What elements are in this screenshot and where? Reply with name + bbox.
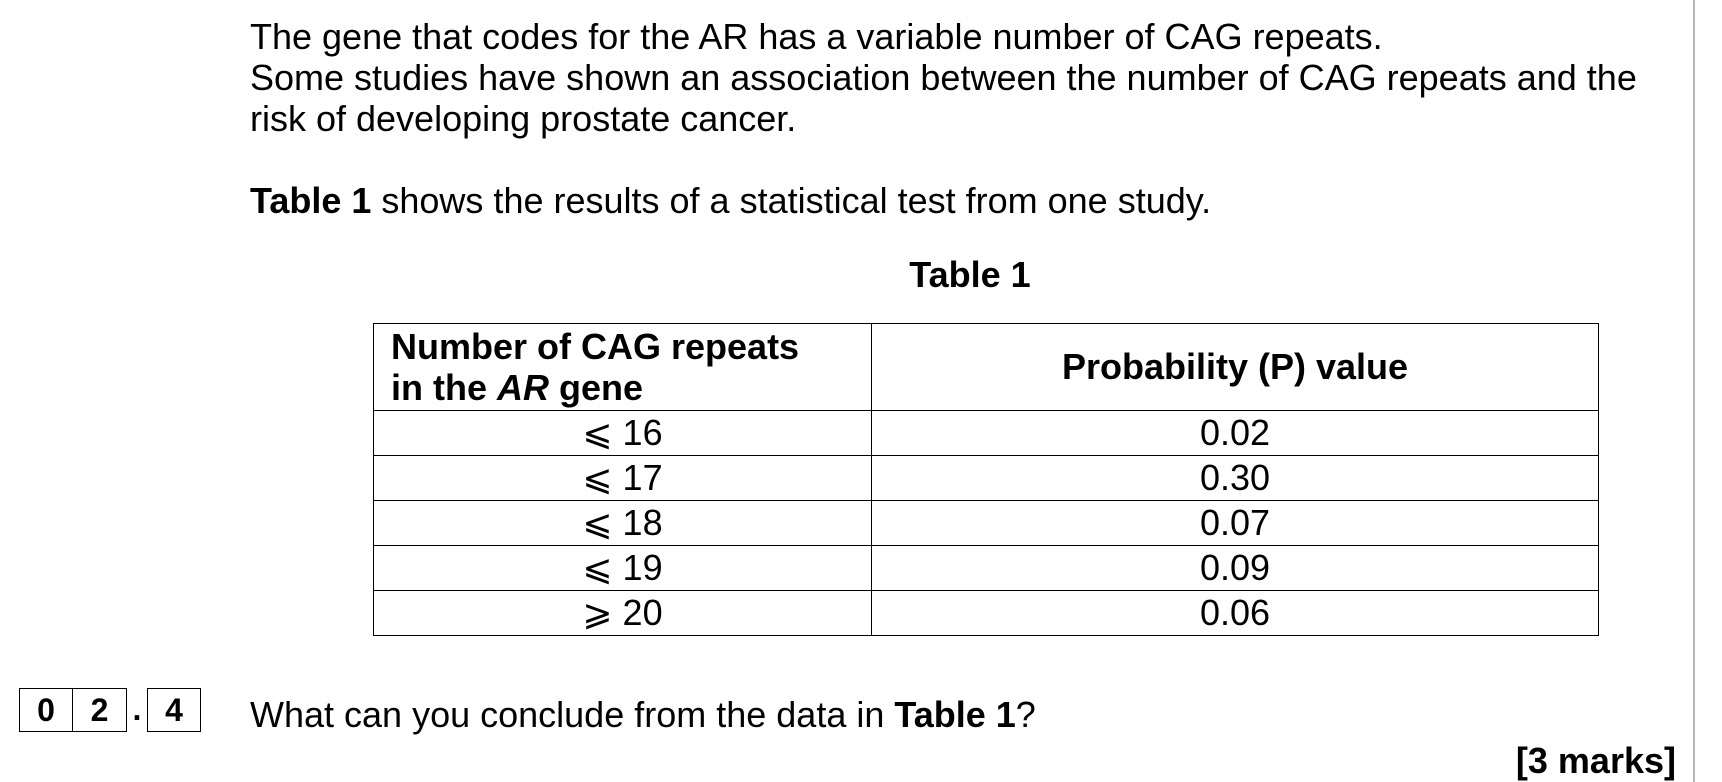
cell-repeats: ⩽ 19 xyxy=(374,546,872,591)
cell-p-value: 0.06 xyxy=(872,591,1599,636)
header-cag-part1: Number of CAG repeats xyxy=(391,326,800,367)
cell-p-value: 0.09 xyxy=(872,546,1599,591)
intro-line-2: Some studies have shown an association between the number of CAG repeats and the risk of developing prostate cancer. xyxy=(250,57,1637,139)
table-row xyxy=(374,456,1599,501)
table-reference-sentence xyxy=(250,180,1211,221)
header-cag-part3: gene xyxy=(549,367,644,408)
intro-paragraph xyxy=(250,16,1670,139)
marks-label: [3 marks] xyxy=(1515,740,1676,781)
header-cag-repeats xyxy=(374,324,872,411)
question-number-box-1: 0 xyxy=(19,688,73,732)
question-number-box-2: 2 xyxy=(73,688,127,732)
cell-repeats: ⩽ 17 xyxy=(374,456,872,501)
cell-repeats: ⩽ 16 xyxy=(374,411,872,456)
question-text-before: What can you conclude from the data in xyxy=(250,694,895,735)
question-text xyxy=(250,694,1036,735)
table-row xyxy=(374,411,1599,456)
table-caption: Table 1 xyxy=(909,254,1031,295)
header-cag-part2: in the xyxy=(391,367,497,408)
cell-repeats: ⩾ 20 xyxy=(374,591,872,636)
question-text-bold: Table 1 xyxy=(894,694,1016,735)
table-row xyxy=(374,501,1599,546)
cell-repeats: ⩽ 18 xyxy=(374,501,872,546)
page-right-border xyxy=(1693,0,1695,782)
cell-p-value: 0.02 xyxy=(872,411,1599,456)
question-text-after: ? xyxy=(1015,694,1036,735)
question-number xyxy=(19,688,201,732)
table-row xyxy=(374,591,1599,636)
table-header-row xyxy=(374,324,1599,411)
question-number-box-3: 4 xyxy=(147,688,201,732)
header-cag-italic: AR xyxy=(497,367,549,408)
question-number-dot: . xyxy=(132,691,142,727)
cell-p-value: 0.30 xyxy=(872,456,1599,501)
table-reference-bold: Table 1 xyxy=(250,180,372,221)
results-table xyxy=(373,323,1599,636)
table-reference-text: shows the results of a statistical test from one study. xyxy=(371,180,1212,221)
table-row xyxy=(374,546,1599,591)
cell-p-value: 0.07 xyxy=(872,501,1599,546)
intro-line-1: The gene that codes for the AR has a variable number of CAG repeats. xyxy=(250,16,1383,57)
header-p-value: Probability (P) value xyxy=(872,324,1599,411)
